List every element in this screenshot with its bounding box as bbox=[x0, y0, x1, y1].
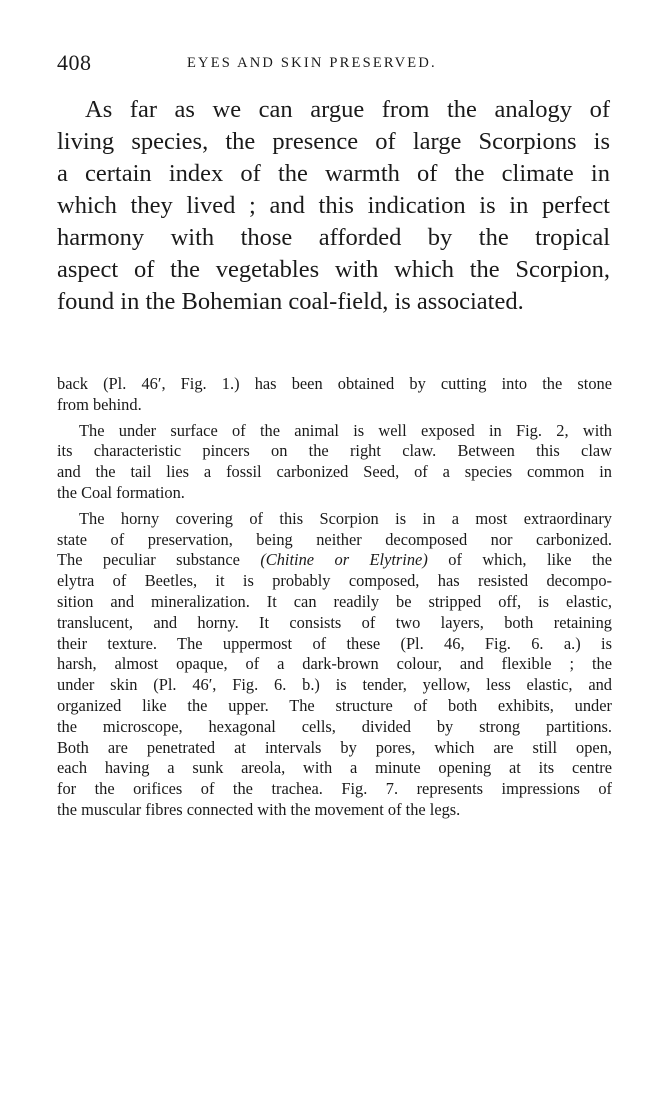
text-line: The under surface of the animal is well exposed in Fig. 2, with bbox=[79, 420, 612, 440]
text-line: the muscular fibres connected with the movement of the legs. bbox=[57, 799, 461, 819]
paragraph-under-surface bbox=[57, 421, 612, 504]
text-line: from behind. bbox=[57, 394, 142, 414]
large-line: aspect of the vegetables with which the Scorpion, bbox=[57, 256, 610, 283]
large-paragraph bbox=[57, 94, 610, 318]
text-line: sition and mineralization. It can readily be stripped off, is elastic, bbox=[57, 591, 612, 611]
running-head: EYES AND SKIN PRESERVED. bbox=[187, 55, 437, 71]
large-line: a certain index of the warmth of the climate in bbox=[57, 160, 610, 187]
text-line: the microscope, hexagonal cells, divided by strong partitions. bbox=[57, 716, 612, 736]
text-line: translucent, and horny. It consists of two layers, both retaining bbox=[57, 612, 612, 632]
text-line: Both are penetrated at intervals by pores, which are still open, bbox=[57, 737, 612, 757]
text-line: back (Pl. 46′, Fig. 1.) has been obtained by cutting into the stone bbox=[57, 374, 612, 393]
large-line: living species, the presence of large Scorpions is bbox=[57, 128, 610, 155]
small-text-body bbox=[57, 374, 612, 821]
text-line: the Coal formation. bbox=[57, 482, 185, 502]
text-line: for the orifices of the trachea. Fig. 7. represents impressions of bbox=[57, 779, 612, 799]
text-line: and the tail lies a fossil carbonized Seed, of a species common in bbox=[57, 462, 612, 482]
paragraph-horny-covering bbox=[57, 509, 612, 821]
large-line: found in the Bohemian coal-field, is associated. bbox=[57, 288, 524, 315]
text-line: each having a sunk areola, with a minute opening at its centre bbox=[57, 758, 612, 778]
text-fragment: of which, like the bbox=[427, 550, 612, 570]
text-line: harsh, almost opaque, of a dark-brown colour, and flexible ; the bbox=[57, 654, 612, 674]
large-line: harmony with those afforded by the tropical bbox=[57, 224, 610, 251]
text-line: its characteristic pincers on the right claw. Between this claw bbox=[57, 441, 612, 461]
text-line: The horny covering of this Scorpion is in a most extraordinary bbox=[79, 508, 612, 528]
text-line: state of preservation, being neither decomposed nor carbonized. bbox=[57, 529, 612, 549]
paragraph-continuation bbox=[57, 374, 612, 416]
text-fragment: The peculiar substance bbox=[57, 550, 261, 570]
text-line: under skin (Pl. 46′, Fig. 6. b.) is tender, yellow, less elastic, and bbox=[57, 675, 612, 695]
italic-term: (Chitine or Elytrine) bbox=[260, 550, 428, 570]
text-line: organized like the upper. The structure of both exhibits, under bbox=[57, 695, 612, 715]
large-line: which they lived ; and this indication is in perfect bbox=[57, 192, 610, 219]
page-number: 408 bbox=[57, 50, 92, 75]
text-line: elytra of Beetles, it is probably composed, has resisted decompo- bbox=[57, 571, 612, 591]
text-line-with-italic bbox=[57, 550, 612, 571]
large-line: As far as we can argue from the analogy of bbox=[85, 96, 610, 123]
text-line: their texture. The uppermost of these (Pl. 46, Fig. 6. a.) is bbox=[57, 633, 612, 653]
page-header bbox=[57, 50, 617, 80]
